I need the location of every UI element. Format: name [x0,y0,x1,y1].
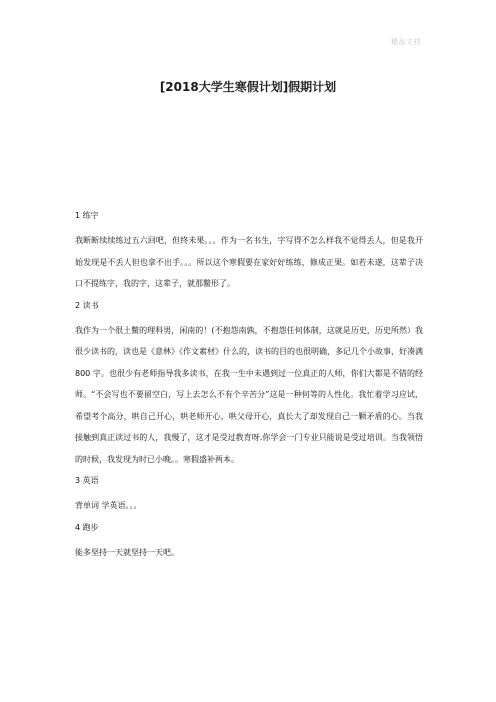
watermark-text: 精品文档 [391,38,421,46]
section-paragraph: 背单词 学英语。。。 [75,501,142,510]
document-body [75,208,423,566]
section-heading: 1 练字 [75,211,99,220]
section-paragraph: 能多坚持一天就坚持一天吧。 [75,547,179,557]
section-paragraph: 我断断续续练过五六回吧，但终未果。。。作为一名书生，字写得不怎么样我不觉得丢人，但是我开始发现是不丢人但也拿不出手。。。所以这个寒假要在家好好练练，修成正果。如若未遂，这辈子决口不提练字，我的字，这辈子，就那鳖形了。 [75,236,423,288]
section-calligraphy [75,208,423,295]
section-english [75,473,423,517]
section-heading: 4 跑步 [75,522,99,532]
section-running [75,520,423,564]
section-heading: 3 英语 [75,476,99,485]
section-heading: 2 读书 [75,300,99,310]
section-reading [75,298,423,471]
section-paragraph: 我作为一个很土鳖的理科男，闲南的！(不抱怨南孰，不抱怨任何体制，这就是历史，历史所然）我很少读书的，读也是《意林》《作文素材》什么的，读书的目的也很明确，多记几个小故事，好凑满 800 字。也很少有老师指导我多读书，在我一生中未遇到过一位真正的人师，你们大都是不错的经师。“不会写也不要留空白，写上去怎么不有个辛苦分”这是一种何等的人性化。我忙着学习应试，希望考个高分，哄自己开心，哄老师开心，哄父母开心，真长大了却发现自己一颗矛盾的心。当我接触到真正读过书的人，我慢了，这才是受过教育呀.你学会一门专业只能说是受过培训。当我领悟的时候，我发现为时已小晚。。寒假盛补两本。 [75,325,423,464]
document-title: [2018大学生寒假计划]假期计划 [159,80,337,94]
